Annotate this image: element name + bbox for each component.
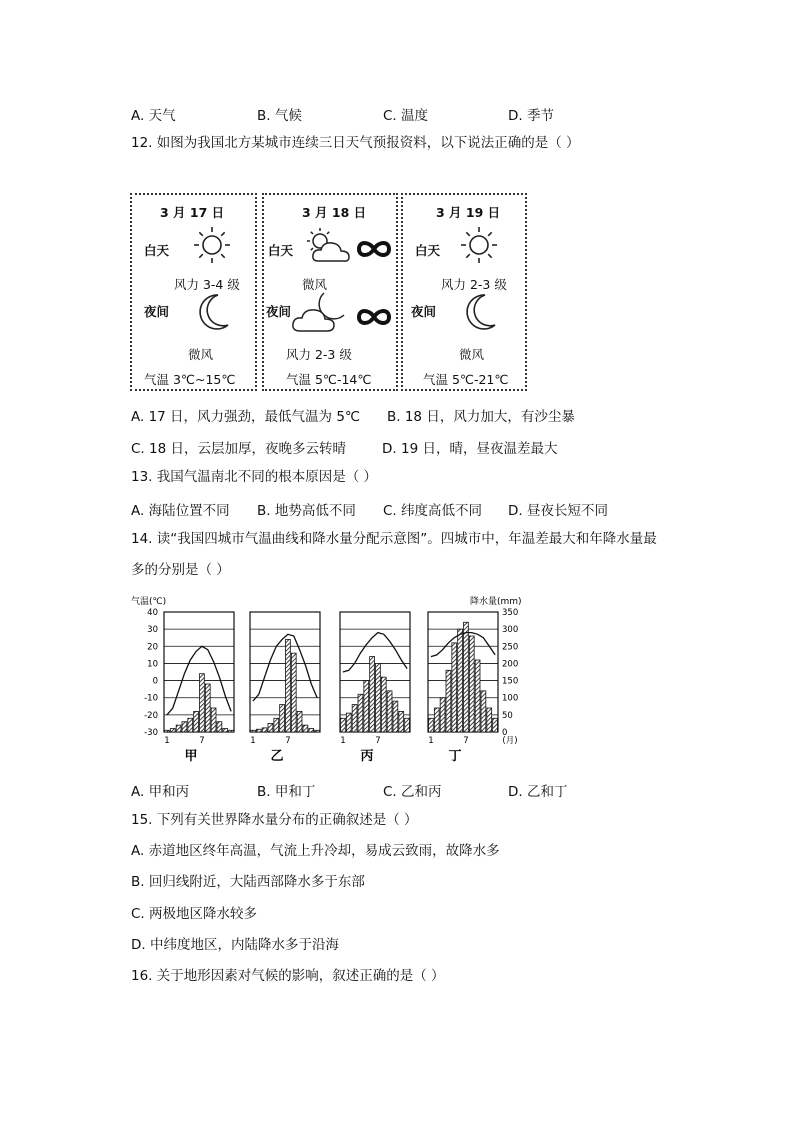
x-tick-label: 7	[285, 736, 291, 746]
q12-options-row-1	[131, 405, 691, 423]
precipitation-bar	[291, 653, 296, 732]
q14-option-b[interactable]: B. 甲和丁	[257, 784, 316, 800]
precipitation-bar	[286, 639, 291, 732]
x-tick-label: 7	[375, 736, 381, 746]
precipitation-bar	[176, 725, 181, 732]
precipitation-bar	[370, 657, 375, 732]
q15-option-c[interactable]: C. 两极地区降水较多	[131, 906, 258, 922]
day-label: 白天	[415, 243, 441, 258]
temp-range: 气温 5℃-21℃	[423, 372, 509, 387]
day-wind: 风力 3-4 级	[174, 277, 240, 292]
q16-stem: 16. 关于地形因素对气候的影响，叙述正确的是（ ）	[131, 968, 445, 984]
precipitation-bar	[387, 691, 392, 732]
q14-option-c[interactable]: C. 乙和丙	[383, 784, 442, 800]
x-unit-label: (月)	[502, 736, 518, 746]
precipitation-bar	[200, 674, 205, 732]
precipitation-bar	[211, 708, 216, 732]
precipitation-bar	[352, 705, 357, 732]
precip-tick-label: 150	[502, 676, 519, 687]
precipitation-bar	[481, 691, 486, 732]
x-tick-label: 7	[463, 736, 469, 746]
q14-stem-line-2: 多的分别是（ ）	[131, 562, 230, 578]
weather-date: 3 月 17 日	[160, 205, 225, 220]
precipitation-bar	[182, 722, 187, 732]
precipitation-bar	[364, 681, 369, 732]
night-label: 夜间	[266, 304, 292, 319]
weather-date: 3 月 19 日	[436, 205, 501, 220]
precipitation-bar	[487, 708, 492, 732]
precipitation-bar	[188, 718, 193, 732]
precipitation-bar	[469, 636, 474, 732]
precipitation-bar	[274, 718, 279, 732]
precipitation-bar	[315, 730, 320, 732]
precip-tick-label: 100	[502, 693, 519, 704]
q14-options	[131, 780, 671, 798]
precipitation-bar	[399, 711, 404, 732]
precipitation-bar	[381, 677, 386, 732]
precipitation-bar	[194, 711, 199, 732]
night-wind: 风力 2-3 级	[286, 347, 352, 362]
climate-chart-svg	[128, 592, 528, 768]
precip-tick-label: 0	[502, 728, 508, 738]
precipitation-bar	[346, 713, 351, 732]
precipitation-bar	[262, 728, 267, 732]
haze-icon	[356, 239, 392, 263]
x-tick-label: 7	[199, 736, 205, 746]
climate-chart	[128, 592, 528, 772]
x-tick-label: 1	[250, 736, 256, 746]
night-wind: 微风	[459, 347, 485, 362]
q15-stem: 15. 下列有关世界降水量分布的正确叙述是（ ）	[131, 812, 418, 828]
day-wind: 风力 2-3 级	[441, 277, 507, 292]
q15-option-d[interactable]: D. 中纬度地区，内陆降水多于沿海	[131, 937, 339, 953]
temp-tick-label: -10	[144, 693, 158, 704]
night-label: 夜间	[411, 304, 437, 319]
sun-icon	[192, 225, 232, 269]
night-label: 夜间	[144, 304, 170, 319]
precipitation-bar	[464, 622, 469, 732]
q13-option-b[interactable]: B. 地势高低不同	[257, 503, 356, 519]
q12-option-b[interactable]: B. 18 日，风力加大，有沙尘暴	[387, 409, 575, 425]
temp-range: 气温 5℃-14℃	[286, 372, 372, 387]
precipitation-bar	[280, 705, 285, 732]
precip-tick-label: 300	[502, 625, 519, 636]
haze-icon	[356, 307, 392, 331]
precipitation-bar	[358, 694, 363, 732]
weather-day-2	[262, 193, 398, 391]
sun-cloud-icon	[304, 227, 354, 271]
precipitation-bar	[217, 722, 222, 732]
precipitation-bar	[493, 718, 498, 732]
precipitation-bar	[429, 718, 434, 732]
precipitation-bar	[256, 729, 261, 732]
q12-option-a[interactable]: A. 17 日，风力强劲，最低气温为 5℃	[131, 409, 361, 425]
weather-day-3	[401, 193, 527, 391]
q14-option-a[interactable]: A. 甲和丙	[131, 784, 190, 800]
precipitation-bar	[341, 718, 346, 732]
precip-tick-label: 200	[502, 659, 519, 670]
q12-option-c[interactable]: C. 18 日，云层加厚，夜晚多云转晴	[131, 441, 346, 457]
precipitation-bar	[165, 730, 170, 732]
precipitation-bar	[452, 643, 457, 732]
precipitation-bar	[434, 708, 439, 732]
precipitation-bar	[268, 723, 273, 732]
temp-tick-label: 20	[147, 642, 158, 653]
weather-day-1	[130, 193, 257, 391]
precipitation-bar	[303, 725, 308, 732]
precip-tick-label: 50	[502, 710, 513, 721]
q11-options	[131, 104, 671, 122]
chart-panel-frame	[250, 612, 320, 732]
q13-stem: 13. 我国气温南北不同的根本原因是（ ）	[131, 469, 378, 485]
moon-icon	[192, 291, 232, 337]
q12-option-d[interactable]: D. 19 日，晴，昼夜温差最大	[382, 441, 558, 457]
precip-tick-label: 250	[502, 642, 519, 653]
precipitation-bar	[223, 729, 228, 732]
precipitation-bar	[251, 730, 256, 732]
x-tick-label: 1	[428, 736, 434, 746]
q12-stem: 12. 如图为我国北方某城市连续三日天气预报资料，以下说法正确的是（ ）	[131, 135, 580, 151]
temp-tick-label: 0	[152, 676, 158, 687]
q13-option-a[interactable]: A. 海陆位置不同	[131, 503, 230, 519]
precipitation-bar	[205, 684, 210, 732]
q14-stem-line-1: 14. 读“我国四城市气温曲线和降水量分配示意图”。四城市中，年温差最大和年降水量最	[131, 531, 657, 547]
precipitation-bar	[376, 663, 381, 732]
temp-tick-label: -30	[144, 728, 158, 738]
q11-option-a[interactable]: A. 天气	[131, 108, 176, 124]
night-wind: 微风	[188, 347, 214, 362]
day-wind: 微风	[302, 277, 328, 292]
q15-option-a[interactable]: A. 赤道地区终年高温，气流上升冷却，易成云致雨，故降水多	[131, 843, 500, 859]
temp-tick-label: 30	[147, 625, 158, 636]
day-label: 白天	[144, 243, 170, 258]
chart-panel-frame	[164, 612, 234, 732]
precipitation-bar	[309, 729, 314, 732]
q13-option-c[interactable]: C. 纬度高低不同	[383, 503, 483, 519]
panel-name: 丙	[360, 749, 374, 764]
q13-option-d[interactable]: D. 昼夜长短不同	[508, 503, 608, 519]
precipitation-bar	[475, 660, 480, 732]
x-tick-label: 1	[164, 736, 170, 746]
temp-range: 气温 3℃~15℃	[144, 372, 236, 387]
precipitation-bar	[393, 701, 398, 732]
day-label: 白天	[268, 243, 294, 258]
panel-name: 甲	[184, 749, 198, 764]
weather-date: 3 月 18 日	[302, 205, 367, 220]
panel-name: 乙	[270, 749, 284, 764]
moon-icon	[459, 291, 499, 337]
precipitation-bar	[405, 718, 410, 732]
q14-option-d[interactable]: D. 乙和丁	[508, 784, 568, 800]
precipitation-bar	[170, 729, 175, 732]
x-tick-label: 1	[340, 736, 346, 746]
panel-name: 丁	[448, 749, 462, 764]
q15-option-b[interactable]: B. 回归线附近，大陆西部降水多于东部	[131, 874, 365, 890]
q13-options	[131, 499, 671, 517]
sun-icon	[459, 225, 499, 269]
moon-cloud-icon	[290, 291, 354, 339]
precipitation-bar	[446, 670, 451, 732]
precip-tick-label: 350	[502, 608, 519, 618]
right-axis-label: 降水量(mm)	[470, 597, 522, 607]
precipitation-bar	[297, 711, 302, 732]
q11-option-b[interactable]: B. 气候	[257, 108, 302, 124]
q11-option-c[interactable]: C. 温度	[383, 108, 429, 124]
precipitation-bar	[229, 730, 234, 732]
left-axis-label: 气温(℃)	[131, 597, 167, 607]
precipitation-bar	[458, 629, 463, 732]
q11-option-d[interactable]: D. 季节	[508, 108, 554, 124]
q12-options-row-2	[131, 437, 691, 455]
temp-tick-label: 10	[147, 659, 158, 670]
precipitation-bar	[440, 698, 445, 732]
temp-tick-label: -20	[144, 710, 158, 721]
temp-tick-label: 40	[147, 608, 158, 618]
